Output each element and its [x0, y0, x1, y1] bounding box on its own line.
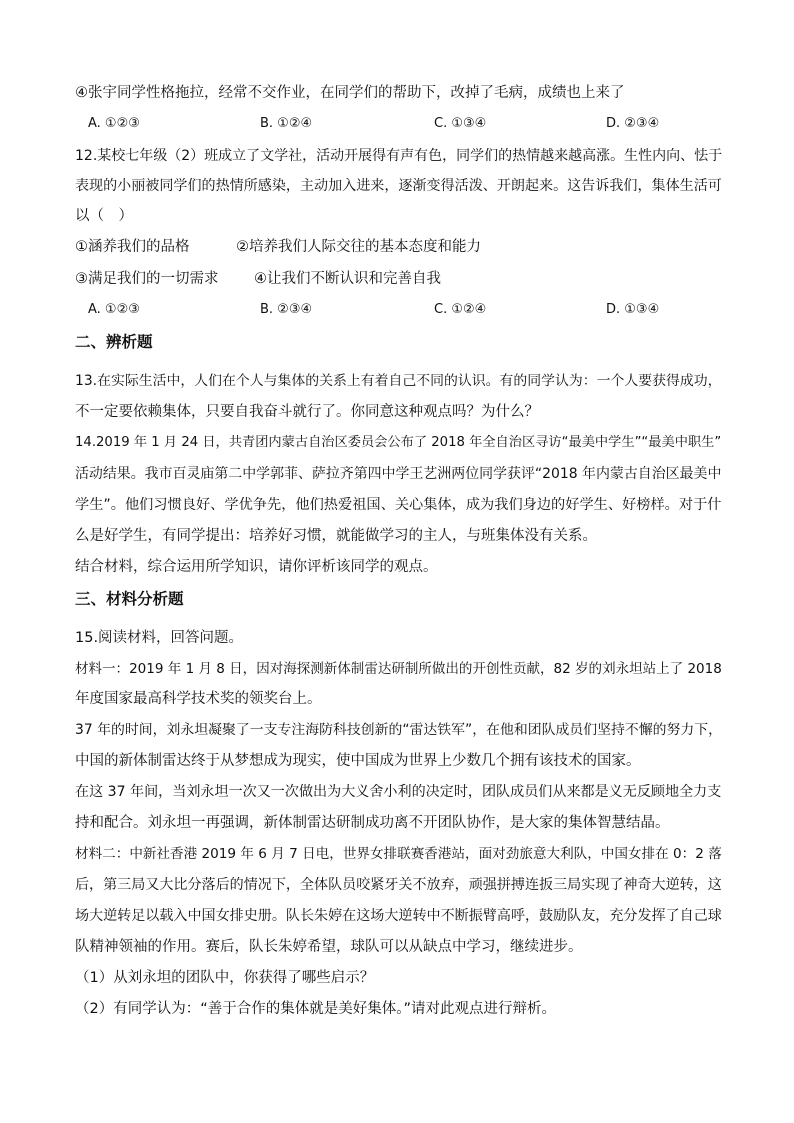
q12-stem-line-2: 表现的小丽被同学们的热情所感染，主动加入进来，逐渐变得活泼、开朗起来。这告诉我们，集体生活可: [75, 178, 722, 194]
section-3-heading: 三、材料分析题: [75, 590, 184, 608]
q11-option-d[interactable]: D. ②③④: [606, 116, 660, 131]
q12-choice-4: ④让我们不断认识和完善自我: [254, 271, 441, 287]
q12-option-d[interactable]: D. ①③④: [606, 302, 660, 317]
q14-line-1: 14.2019 年 1 月 24 日，共青团内蒙古自治区委员会公布了 2018 年全自治区寻访“最美中学生”“最美中职生”: [75, 435, 722, 450]
q12-option-c[interactable]: C. ①②④: [434, 302, 487, 317]
q12-choice-2: ②培养我们人际交往的基本态度和能力: [236, 239, 481, 255]
q13-line-2: 不一定要依赖集体，只要自我奋斗就行了。你同意这种观点吗？为什么？: [75, 404, 539, 420]
q12-options: [88, 300, 728, 320]
q15-line-6: 在这 37 年间，当刘永坦一次又一次做出为大义舍小利的决定时，团队成员们从来都是义无反顾地全力支: [75, 784, 722, 800]
q13-line-1: 13.在实际生活中，人们在个人与集体的关系上有着自己不同的认识。有的同学认为：一个人要获得成功，: [75, 373, 722, 389]
q15-line-1: 15.阅读材料，回答问题。: [75, 630, 244, 646]
q14-line-3: 学生”。他们习惯良好、学优争先，他们热爱祖国、关心集体，成为我们身边的好学生、好榜样。对于什: [75, 497, 722, 513]
q11-option-a[interactable]: A. ①②③: [88, 116, 140, 131]
q14-line-4: 么是好学生，有同学提出：培养好习惯，就能做学习的主人，与班集体没有关系。: [75, 528, 597, 544]
q12-choice-1: ①涵养我们的品格: [75, 239, 190, 255]
q15-line-10: 场大逆转足以载入中国女排史册。队长朱婷在这场大逆转中不断振臂高呼，鼓励队友，充分发挥了自己球: [75, 908, 722, 924]
q11-option-c[interactable]: C. ①③④: [434, 116, 487, 131]
q12-stem-line-3: 以（ ）: [75, 208, 133, 224]
q12-choice-3: ③满足我们的一切需求: [75, 271, 219, 287]
q11-options: [88, 114, 728, 134]
q12-option-a[interactable]: A. ①②③: [88, 302, 140, 317]
section-2-heading: 二、辨析题: [75, 333, 153, 351]
q15-line-2: 材料一：2019 年 1 月 8 日，因对海探测新体制雷达研制所做出的开创性贡献，82 岁的刘永坦站上了 2018: [75, 661, 722, 677]
q12-stem-line-1: 12.某校七年级（2）班成立了文学社，活动开展得有声有色，同学们的热情越来越高涨。生性内向、怯于: [75, 148, 723, 164]
q12-option-b[interactable]: B. ②③④: [260, 302, 313, 317]
q15-line-8: 材料二：中新社香港 2019 年 6 月 7 日电，世界女排联赛香港站，面对劲旅意大利队，中国女排在 0：2 落: [75, 846, 722, 862]
q11-item-4: ④张宇同学性格拖拉，经常不交作业，在同学们的帮助下，改掉了毛病，成绩也上来了: [75, 85, 625, 101]
q15-line-4: 37 年的时间，刘永坦凝聚了一支专注海防科技创新的“雷达铁军”，在他和团队成员们坚持不懈的努力下，: [75, 722, 722, 738]
q15-line-3: 年度国家最高科学技术奖的领奖台上。: [75, 691, 322, 707]
q14-line-2: 活动结果。我市百灵庙第二中学郭菲、萨拉齐第四中学王艺洲两位同学获评“2018 年内蒙古自治区最美中: [75, 466, 722, 482]
q15-subquestion-1: （1）从刘永坦的团队中，你获得了哪些启示？: [75, 970, 375, 986]
q15-line-11: 队精神领袖的作用。赛后，队长朱婷希望，球队可以从缺点中学习，继续进步。: [75, 939, 583, 955]
q15-line-7: 持和配合。刘永坦一再强调，新体制雷达研制成功离不开团队协作，是大家的集体智慧结晶。: [75, 815, 670, 831]
q15-subquestion-2: （2）有同学认为：“善于合作的集体就是美好集体。”请对此观点进行辩析。: [75, 1001, 556, 1017]
q14-line-5: 结合材料，综合运用所学知识，请你评析该同学的观点。: [75, 559, 438, 575]
q15-line-9: 后，第三局又大比分落后的情况下，全体队员咬紧牙关不放弃，顽强拼搏连扳三局实现了神奇大逆转，这: [75, 877, 722, 893]
q15-line-5: 中国的新体制雷达终于从梦想成为现实，使中国成为世界上少数几个拥有该技术的国家。: [75, 753, 641, 769]
q11-option-b[interactable]: B. ①②④: [260, 116, 313, 131]
